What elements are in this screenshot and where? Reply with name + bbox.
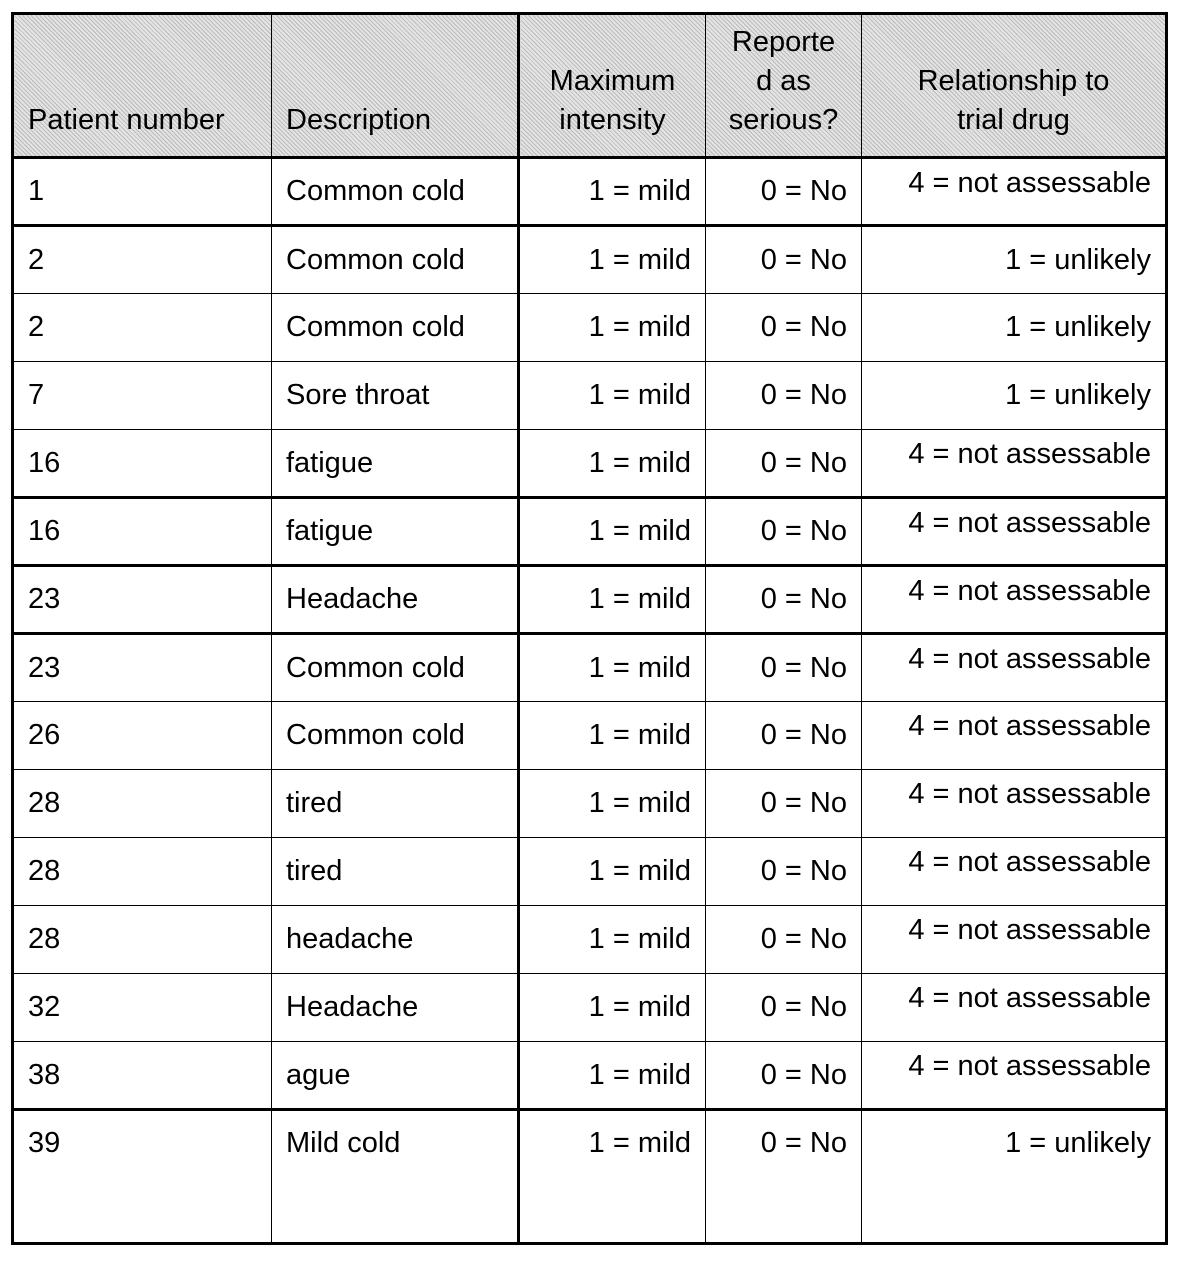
cell-description: Common cold: [272, 634, 519, 702]
table-body: [13, 158, 1167, 1244]
table-row: [13, 1042, 1167, 1110]
cell-patient-number: 23: [13, 566, 272, 634]
cell-maximum-intensity: 1 = mild: [519, 770, 706, 838]
cell-description: fatigue: [272, 498, 519, 566]
cell-maximum-intensity: 1 = mild: [519, 702, 706, 770]
header-relationship: Relationship to trial drug: [862, 14, 1167, 158]
cell-description: Common cold: [272, 226, 519, 294]
adverse-events-table: [11, 12, 1168, 1245]
cell-description: Common cold: [272, 702, 519, 770]
cell-patient-number: 38: [13, 1042, 272, 1110]
cell-description: tired: [272, 838, 519, 906]
cell-reported-serious: 0 = No: [706, 838, 862, 906]
header-reported-serious-line2: d as: [756, 65, 811, 97]
cell-patient-number: 1: [13, 158, 272, 226]
cell-reported-serious: 0 = No: [706, 1110, 862, 1244]
cell-maximum-intensity: 1 = mild: [519, 430, 706, 498]
cell-maximum-intensity: 1 = mild: [519, 974, 706, 1042]
cell-relationship: 4 = not assessable: [862, 974, 1167, 1042]
header-reported-serious: [706, 14, 862, 158]
cell-patient-number: 16: [13, 430, 272, 498]
cell-reported-serious: 0 = No: [706, 906, 862, 974]
table-row: [13, 294, 1167, 362]
cell-description: Sore throat: [272, 362, 519, 430]
cell-description: Headache: [272, 974, 519, 1042]
cell-relationship: 4 = not assessable: [862, 770, 1167, 838]
cell-relationship: 4 = not assessable: [862, 634, 1167, 702]
cell-relationship: 4 = not assessable: [862, 566, 1167, 634]
cell-relationship: 1 = unlikely: [862, 1110, 1167, 1244]
cell-relationship: 4 = not assessable: [862, 838, 1167, 906]
cell-relationship: 1 = unlikely: [862, 226, 1167, 294]
cell-reported-serious: 0 = No: [706, 362, 862, 430]
cell-maximum-intensity: 1 = mild: [519, 634, 706, 702]
table-row: [13, 974, 1167, 1042]
cell-maximum-intensity: 1 = mild: [519, 158, 706, 226]
cell-patient-number: 39: [13, 1110, 272, 1244]
table-row: [13, 906, 1167, 974]
cell-patient-number: 23: [13, 634, 272, 702]
cell-description: Mild cold: [272, 1110, 519, 1244]
table-header: [13, 14, 1167, 158]
table-row: [13, 1110, 1167, 1244]
cell-reported-serious: 0 = No: [706, 1042, 862, 1110]
header-patient-number: Patient number: [13, 14, 272, 158]
table-row: [13, 702, 1167, 770]
cell-relationship: 1 = unlikely: [862, 362, 1167, 430]
header-maximum-intensity: Maximum intensity: [519, 14, 706, 158]
cell-maximum-intensity: 1 = mild: [519, 838, 706, 906]
cell-patient-number: 28: [13, 838, 272, 906]
table-row: [13, 362, 1167, 430]
cell-reported-serious: 0 = No: [706, 430, 862, 498]
cell-description: ague: [272, 1042, 519, 1110]
cell-description: Common cold: [272, 158, 519, 226]
cell-patient-number: 28: [13, 906, 272, 974]
cell-maximum-intensity: 1 = mild: [519, 498, 706, 566]
cell-relationship: 4 = not assessable: [862, 906, 1167, 974]
cell-patient-number: 26: [13, 702, 272, 770]
cell-patient-number: 16: [13, 498, 272, 566]
cell-maximum-intensity: 1 = mild: [519, 294, 706, 362]
cell-relationship: 1 = unlikely: [862, 294, 1167, 362]
table-row: [13, 226, 1167, 294]
cell-reported-serious: 0 = No: [706, 702, 862, 770]
header-reported-serious-line3: serious?: [728, 104, 839, 136]
cell-reported-serious: 0 = No: [706, 294, 862, 362]
cell-reported-serious: 0 = No: [706, 770, 862, 838]
cell-description: fatigue: [272, 430, 519, 498]
header-description: Description: [272, 14, 519, 158]
cell-relationship: 4 = not assessable: [862, 158, 1167, 226]
table-row: [13, 566, 1167, 634]
cell-maximum-intensity: 1 = mild: [519, 1042, 706, 1110]
cell-maximum-intensity: 1 = mild: [519, 1110, 706, 1244]
cell-patient-number: 28: [13, 770, 272, 838]
header-reported-serious-line1: Reporte: [731, 26, 836, 58]
cell-patient-number: 32: [13, 974, 272, 1042]
cell-reported-serious: 0 = No: [706, 498, 862, 566]
cell-description: tired: [272, 770, 519, 838]
cell-maximum-intensity: 1 = mild: [519, 362, 706, 430]
table-row: [13, 634, 1167, 702]
cell-reported-serious: 0 = No: [706, 974, 862, 1042]
cell-reported-serious: 0 = No: [706, 226, 862, 294]
header-row: [13, 14, 1167, 158]
cell-reported-serious: 0 = No: [706, 566, 862, 634]
cell-patient-number: 7: [13, 362, 272, 430]
cell-description: Headache: [272, 566, 519, 634]
cell-maximum-intensity: 1 = mild: [519, 566, 706, 634]
table-row: [13, 158, 1167, 226]
cell-description: Common cold: [272, 294, 519, 362]
cell-relationship: 4 = not assessable: [862, 498, 1167, 566]
cell-relationship: 4 = not assessable: [862, 702, 1167, 770]
table-row: [13, 770, 1167, 838]
cell-maximum-intensity: 1 = mild: [519, 226, 706, 294]
table-row: [13, 430, 1167, 498]
cell-reported-serious: 0 = No: [706, 634, 862, 702]
cell-patient-number: 2: [13, 226, 272, 294]
cell-reported-serious: 0 = No: [706, 158, 862, 226]
cell-maximum-intensity: 1 = mild: [519, 906, 706, 974]
table-row: [13, 498, 1167, 566]
table-row: [13, 838, 1167, 906]
cell-patient-number: 2: [13, 294, 272, 362]
cell-description: headache: [272, 906, 519, 974]
cell-relationship: 4 = not assessable: [862, 1042, 1167, 1110]
cell-relationship: 4 = not assessable: [862, 430, 1167, 498]
